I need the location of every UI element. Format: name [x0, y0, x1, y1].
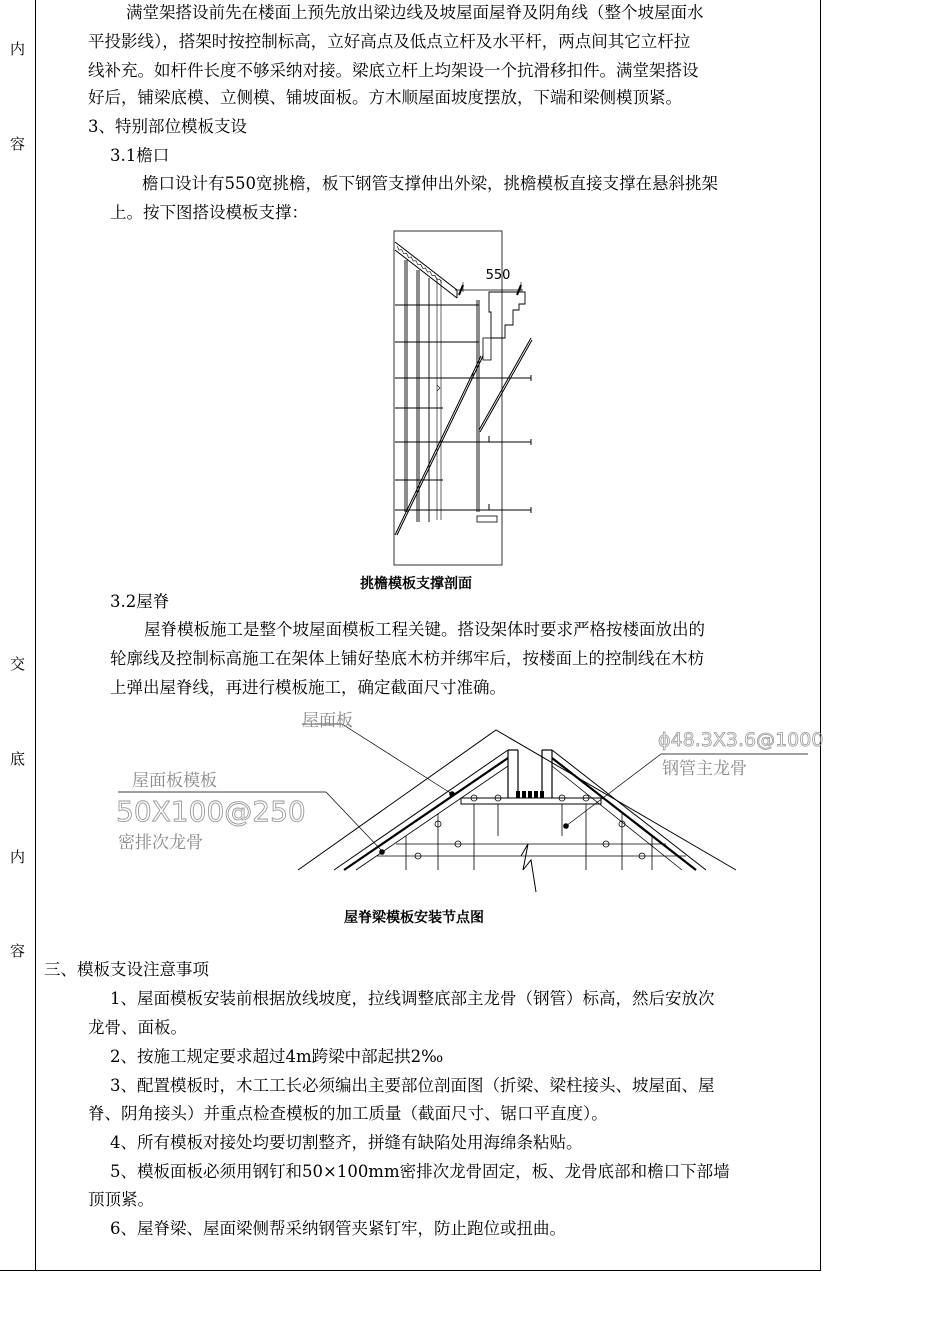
section-heading: 三、模板支设注意事项 [44, 960, 209, 979]
roof-slope-line [395, 242, 457, 298]
break-line [521, 844, 536, 892]
note-line: 2、按施工规定要求超过4m跨梁中部起拱2‰ [110, 1047, 444, 1066]
scaffold-verticals [405, 260, 479, 522]
side-label-char: 交 [9, 655, 25, 673]
note-line: 1、屋面模板安装前根据放线坡度，拉线调整底部主龙骨（钢管）标高，然后安放次 [110, 989, 715, 1008]
note-line: 5、模板面板必须用钢钉和50×100mm密排次龙骨固定，板、龙骨底部和檐口下部墙 [110, 1162, 730, 1181]
note-line: 4、所有模板对接处均要切割整齐，拼缝有缺陷处用海绵条粘贴。 [110, 1133, 583, 1152]
side-label-char: 内 [9, 40, 25, 58]
base-plate [477, 516, 497, 522]
eave-support-figure [393, 230, 543, 568]
support-verticals [406, 804, 652, 870]
body-line: 上。按下图搭设模板支撑： [110, 203, 308, 222]
label-roof-form: 屋面板模板 [132, 771, 217, 791]
ridge-beam [508, 750, 552, 798]
note-line: 顶顶紧。 [88, 1190, 154, 1209]
side-label-char: 容 [9, 135, 25, 153]
body-line: 线补充。如杆件长度不够采纳对接。梁底立杆上均架设一个抗滑移扣件。满堂架搭设 [88, 61, 699, 80]
body-line: 上弹出屋脊线，再进行模板施工，确定截面尺寸准确。 [110, 678, 506, 697]
subsection-heading: 3.1檐口 [110, 146, 170, 165]
label-joist-name: 密排次龙骨 [118, 833, 203, 853]
figure-caption: 屋脊梁模板安装节点图 [344, 910, 484, 926]
body-line: 轮廓线及控制标高施工在架体上铺好垫底木枋并绑牢后，按楼面上的控制线在木枋 [110, 649, 704, 668]
body-line: 平投影线），搭架时按控制标高，立好高点及低点立杆及水平杆，两点间其它立杆拉 [88, 32, 691, 51]
wall [437, 278, 441, 520]
section-heading: 3、特别部位模板支设 [88, 117, 247, 136]
ridge-beam-figure [76, 706, 826, 901]
figure-caption: 挑檐模板支撑剖面 [360, 576, 472, 592]
note-line: 脊、阴角接头）并重点检查模板的加工质量（截面尺寸、锯口平直度）。 [88, 1104, 608, 1123]
body-line: 檐口设计有550宽挑檐，板下钢管支撑伸出外梁，挑檐模板直接支撑在悬斜挑架 [142, 174, 718, 193]
dimension-label: 550 [485, 268, 511, 283]
left-roof-panel [334, 750, 508, 870]
note-line: 6、屋脊梁、屋面梁侧帮采纳钢管夹紧钉牢，防止跑位或扭曲。 [110, 1219, 566, 1238]
side-label-char: 容 [9, 942, 25, 960]
body-line: 满堂架搭设前先在楼面上预先放出梁边线及坡屋面屋脊及阴角线（整个坡屋面水 [126, 3, 704, 22]
scaffold-horizontals [395, 305, 531, 510]
subsection-heading: 3.2屋脊 [110, 592, 170, 611]
label-joist-spec: 50X100@250 [116, 795, 306, 828]
side-label-column [0, 0, 36, 1270]
label-pipe-name: 钢管主龙骨 [662, 759, 747, 779]
body-line: 好后，铺梁底模、立侧模、铺坡面板。方木顺屋面坡度摆放，下端和梁侧模顶紧。 [88, 88, 682, 107]
diagonal-braces [395, 338, 532, 535]
cornice-profile [489, 292, 525, 338]
cornice-block [483, 338, 491, 360]
label-pipe-spec: ϕ48.3X3.6@1000 [658, 729, 824, 751]
body-line: 屋脊模板施工是整个坡屋面模板工程关键。搭设架体时要求严格按楼面放出的 [144, 620, 705, 639]
note-line: 3、配置模板时，木工工长必须编出主要部位剖面图（折梁、梁柱接头、坡屋面、屋 [110, 1076, 715, 1095]
side-label-char: 底 [9, 750, 25, 768]
note-line: 龙骨、面板。 [88, 1018, 187, 1037]
beam-bottom-form [461, 798, 601, 804]
content-cell [36, 0, 824, 1270]
label-roof-panel: 屋面板 [302, 711, 353, 731]
side-label-char: 内 [9, 848, 25, 866]
bottom-joists [516, 791, 544, 798]
